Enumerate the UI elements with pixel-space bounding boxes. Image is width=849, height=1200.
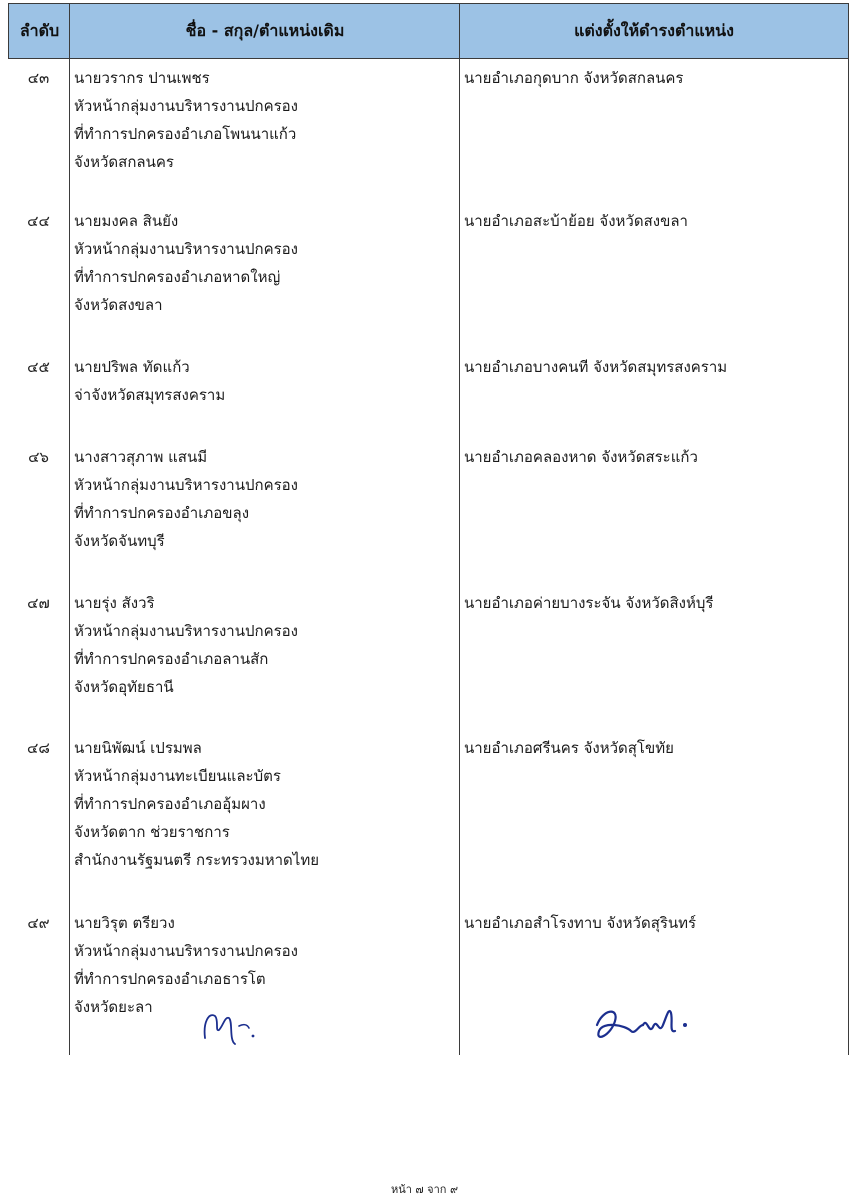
appointment-table [8, 3, 849, 1055]
row-position: จ่าจังหวัดสมุทรสงคราม [74, 386, 226, 404]
row-appointment: นายอำเภอค่ายบางระจัน จังหวัดสิงห์บุรี [464, 594, 714, 612]
row-province: จังหวัดสกลนคร [74, 153, 174, 171]
signature-right [585, 995, 695, 1055]
row-name-block [74, 443, 454, 555]
header-appoint: แต่งตั้งให้ดำรงตำแหน่ง [574, 21, 734, 40]
column-divider [459, 3, 460, 1055]
header-seq: ลำดับ [19, 21, 60, 40]
row-name: นายนิพัฒน์ เปรมพล [74, 739, 202, 757]
row-province: จังหวัดตาก ช่วยราชการ [74, 823, 230, 841]
row-seq: ๔๔ [27, 212, 50, 230]
row-seq: ๔๕ [27, 358, 50, 376]
page-footer: หน้า ๗ จาก ๙ [390, 1183, 459, 1196]
header-name: ชื่อ - สกุล/ตำแหน่งเดิม [185, 21, 345, 40]
initials-signature-left [195, 1000, 265, 1050]
row-name-block [74, 589, 454, 701]
row-appointment: นายอำเภอกุดบาก จังหวัดสกลนคร [464, 69, 684, 87]
row-position: หัวหน้ากลุ่มงานบริหารงานปกครอง [74, 942, 299, 960]
row-province: จังหวัดอุทัยธานี [74, 678, 174, 696]
row-name-block [74, 734, 454, 874]
row-province: จังหวัดยะลา [74, 998, 153, 1016]
row-appointment: นายอำเภอสำโรงทาบ จังหวัดสุรินทร์ [464, 914, 697, 932]
row-seq: ๔๘ [27, 739, 50, 757]
row-appointment: นายอำเภอสะบ้าย้อย จังหวัดสงขลา [464, 212, 688, 230]
row-assignment: สำนักงานรัฐมนตรี กระทรวงมหาดไทย [74, 851, 320, 869]
row-position: หัวหน้ากลุ่มงานทะเบียนและบัตร [74, 767, 281, 785]
row-name: นางสาวสุภาพ แสนมี [74, 448, 208, 466]
row-office: ที่ทำการปกครองอำเภอขลุง [74, 504, 250, 522]
row-office: ที่ทำการปกครองอำเภออุ้มผาง [74, 795, 266, 813]
row-office: ที่ทำการปกครองอำเภอโพนนาแก้ว [74, 125, 297, 143]
row-office: ที่ทำการปกครองอำเภอหาดใหญ่ [74, 268, 281, 286]
row-province: จังหวัดสงขลา [74, 296, 163, 314]
row-position: หัวหน้ากลุ่มงานบริหารงานปกครอง [74, 622, 299, 640]
row-office: ที่ทำการปกครองอำเภอลานสัก [74, 650, 269, 668]
row-appointment: นายอำเภอศรีนคร จังหวัดสุโขทัย [464, 739, 674, 757]
row-name: นายวรากร ปานเพชร [74, 69, 210, 87]
row-name: นายปริพล ทัดแก้ว [74, 358, 190, 376]
row-name: นายรุ่ง สังวริ [74, 594, 155, 612]
row-seq: ๔๓ [27, 69, 50, 87]
row-office: ที่ทำการปกครองอำเภอธารโต [74, 970, 266, 988]
row-province: จังหวัดจันทบุรี [74, 532, 165, 550]
row-position: หัวหน้ากลุ่มงานบริหารงานปกครอง [74, 476, 299, 494]
column-divider [69, 3, 70, 1055]
row-name-block [74, 207, 454, 319]
row-name: นายวิรุต ตรียวง [74, 914, 175, 932]
row-name-block [74, 353, 454, 409]
row-name: นายมงคล สินยัง [74, 212, 179, 230]
row-position: หัวหน้ากลุ่มงานบริหารงานปกครอง [74, 97, 299, 115]
row-appointment: นายอำเภอบางคนที จังหวัดสมุทรสงคราม [464, 358, 728, 376]
row-seq: ๔๖ [28, 448, 49, 466]
row-position: หัวหน้ากลุ่มงานบริหารงานปกครอง [74, 240, 299, 258]
table-header [8, 3, 849, 59]
row-appointment: นายอำเภอคลองหาด จังหวัดสระแก้ว [464, 448, 698, 466]
row-name-block [74, 64, 454, 176]
row-seq: ๔๗ [27, 594, 50, 612]
row-seq: ๔๙ [27, 914, 50, 932]
